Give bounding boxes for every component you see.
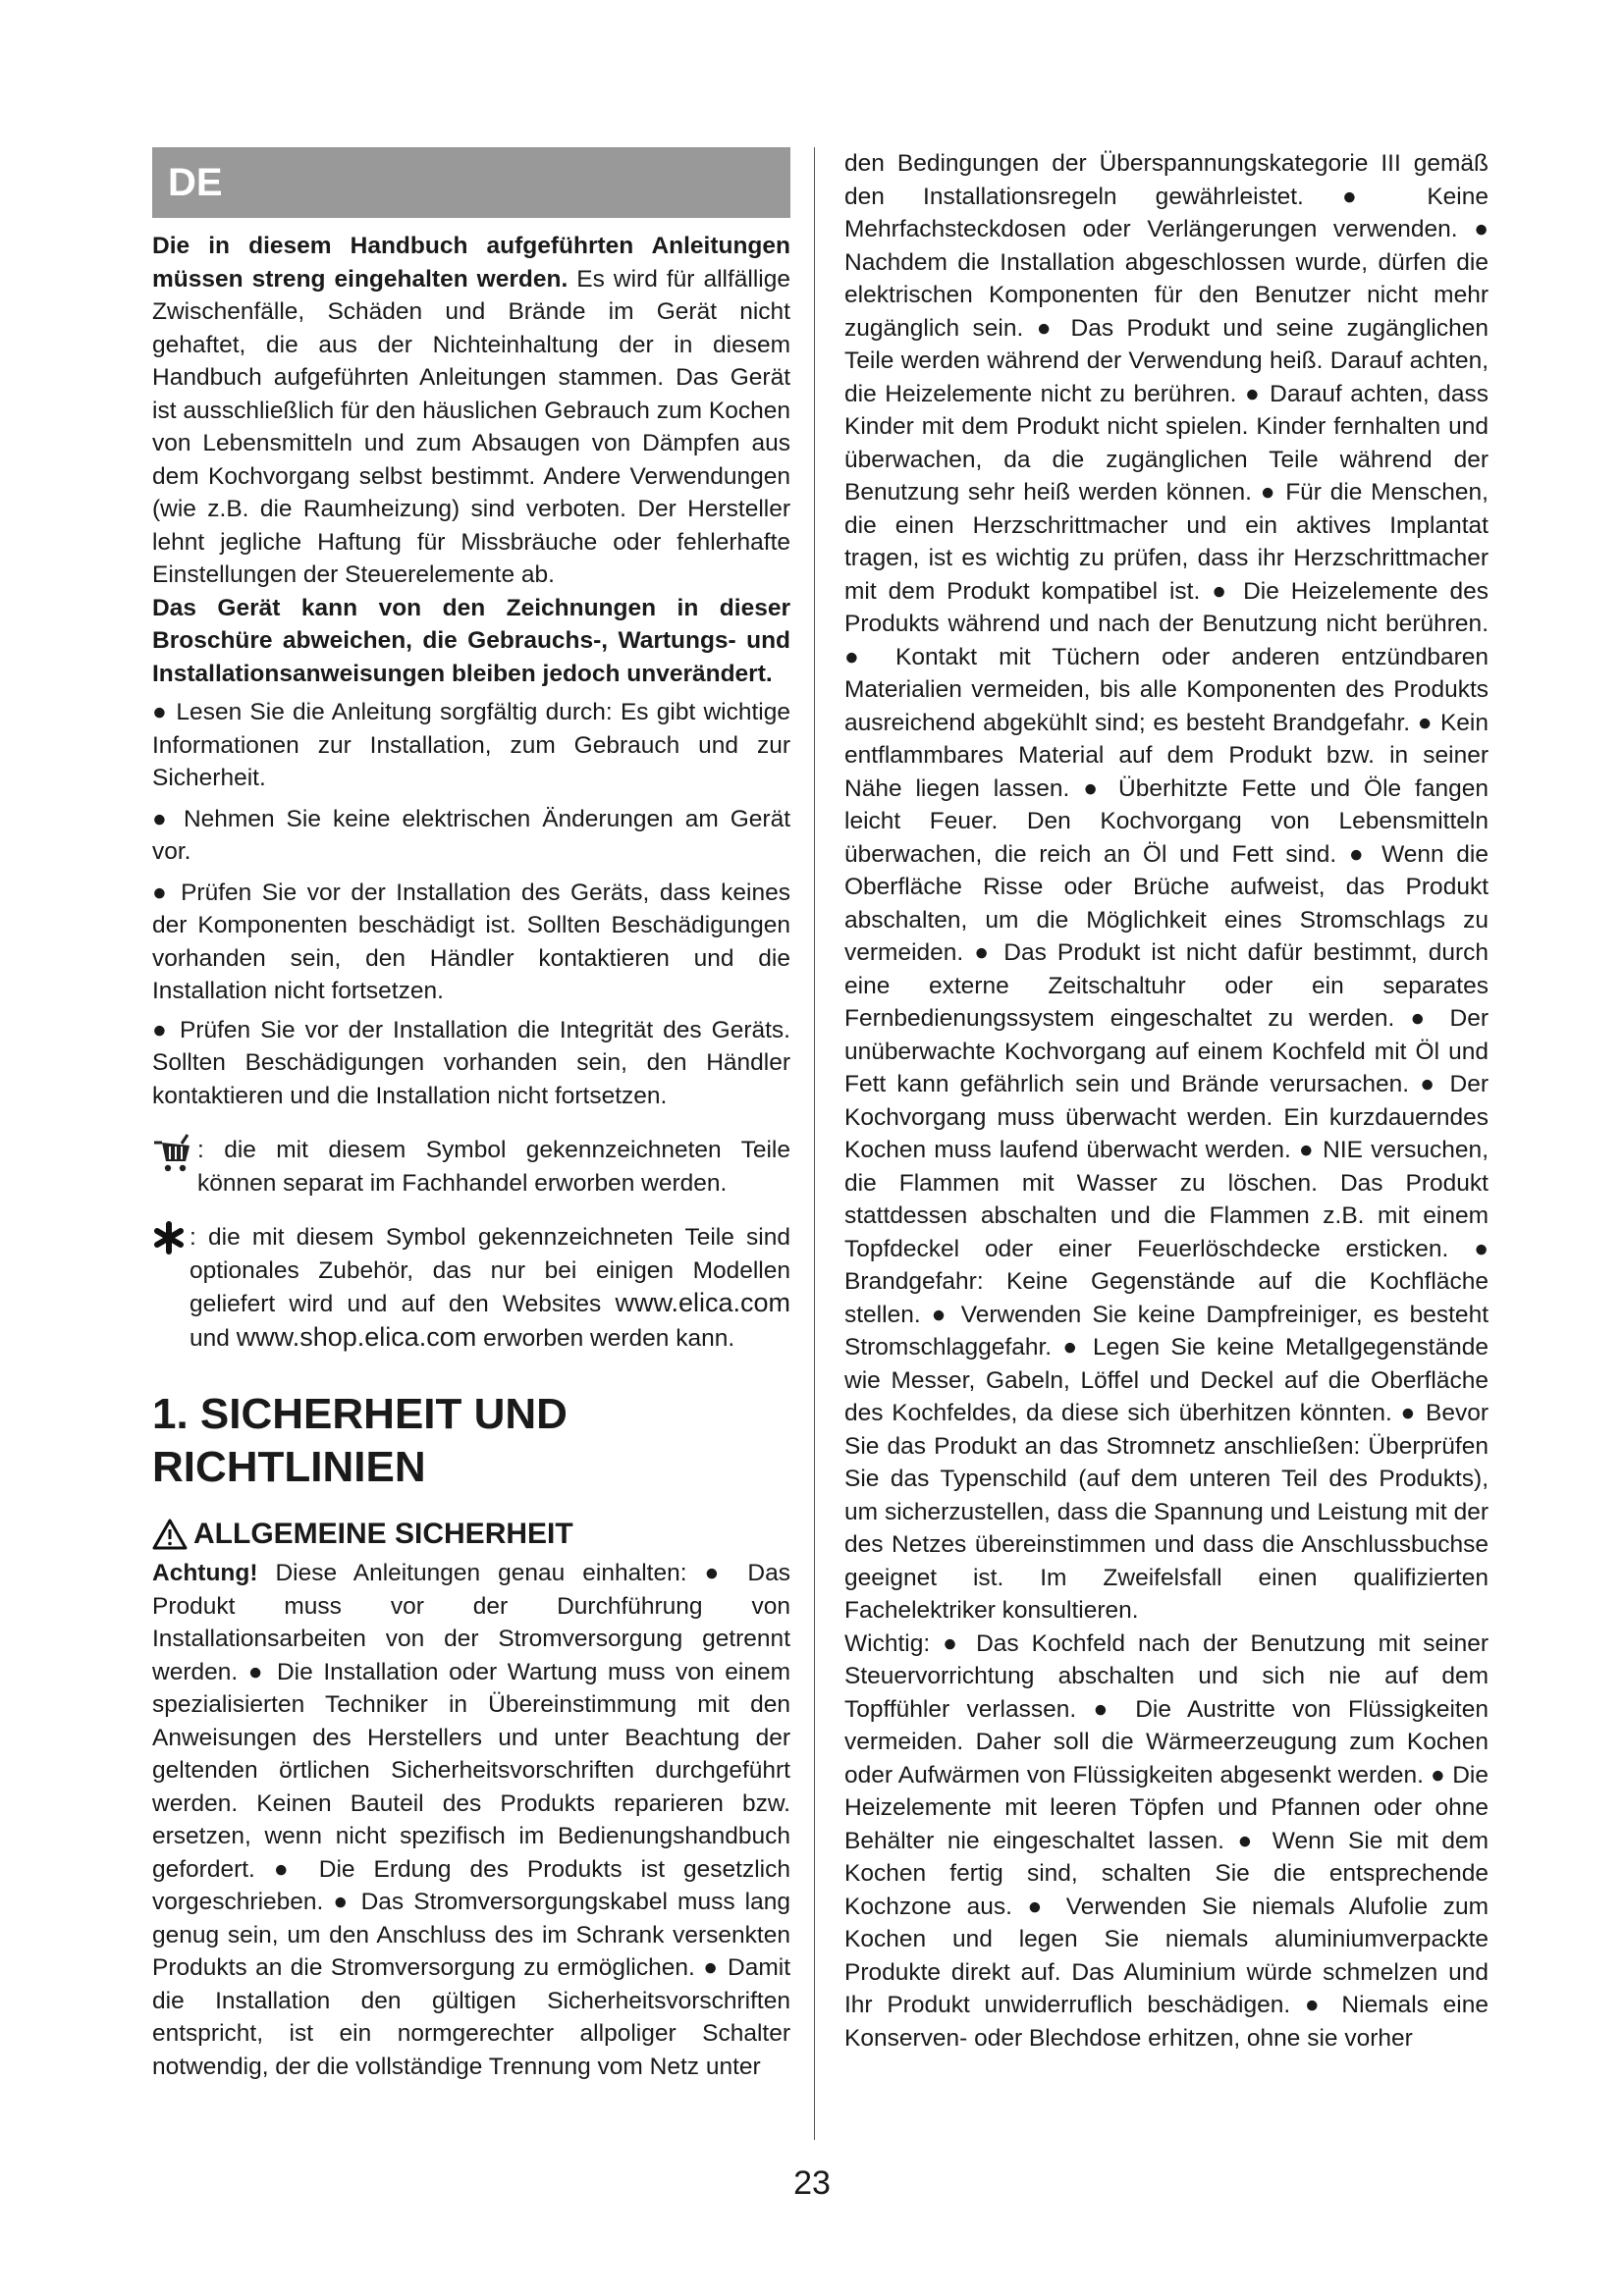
bullet-no-electrical-changes: ● Nehmen Sie keine elektrischen Änderungen am Gerät vor. <box>152 805 790 865</box>
column-divider <box>814 147 815 2140</box>
bullet-check-integrity: ● Prüfen Sie vor der Installation die Integrität des Geräts. Sollten Beschädigungen vorhanden sein, den Händler kontaktieren und die Installation nicht fortsetzen. <box>152 1016 790 1109</box>
cart-symbol-text: : die mit diesem Symbol gekennzeichneten Teile können separat im Fachhandel erworben werden. <box>197 1137 790 1197</box>
star-text-a: : die mit diesem Symbol gekennzeichneten Teile sind optionales Zubehör, das nur bei einigen Modellen geliefert wird und auf den Websites <box>189 1224 790 1317</box>
shopping-cart-icon <box>152 1134 193 1173</box>
star-symbol-note <box>152 1221 790 1355</box>
safety-paragraph: den Bedingungen der Überspannungskategorie III gemäß den Installationsregeln gewährleistet. ● Keine Mehrfachsteckdosen oder Verlängerungen verwenden. ● Nachdem die Installation abgeschlossen wurde, dürfen die elektrischen Komponenten für den Benutzer nicht mehr zugänglich sein. ● Das Produkt und seine zugänglichen Teile werden während der Verwendung heiß. Darauf achten, die Heizelemente nicht zu berühren. ● Darauf achten, dass Kinder mit dem Produkt nicht spielen. Kinder fernhalten und überwachen, da die zugänglichen Teile während der Benutzung sehr heiß werden können. ● Für die Menschen, die einen Herzschrittmacher und ein aktives Implantat tragen, ist es wichtig zu prüfen, dass ihr Herzschrittmacher mit dem Produkt kompatibel ist. ● Die Heizelemente des Produkts während und nach der Benutzung nicht berühren. ● Kontakt mit Tüchern oder anderen entzündbaren Materialien vermeiden, bis alle Komponenten des Produkts ausreichend abgekühlt sind; es besteht Brandgefahr. ● Kein entflammbares Material auf dem Produkt bzw. in seiner Nähe liegen lassen. ● Überhitzte Fette und Öle fangen leicht Feuer. Den Kochvorgang von Lebensmitteln überwachen, die reich an Öl und Fett sind. ● Wenn die Oberfläche Risse oder Brüche aufweist, das Produkt abschalten, um die Möglichkeit eines Stromschlags zu vermeiden. ● Das Produkt ist nicht dafür bestimmt, durch eine externe Zeitschaltuhr oder ein separates Fernbedienungssystem eingeschaltet zu werden. ● Der unüberwachte Kochvorgang auf einem Kochfeld mit Öl und Fett kann gefährlich sein und Brände verursachen. ● Der Kochvorgang muss überwacht werden. Ein kurzdauerndes Kochen muss laufend überwacht werden. ● NIE versuchen, die Flammen mit Wasser zu löschen. Das Produkt stattdessen abschalten und die Flammen z.B. mit einem Topfdeckel oder einer Feuerlöschdecke ersticken. ● Brandgefahr: Keine Gegenstände auf die Kochfläche stellen. ● Verwenden Sie keine Dampfreiniger, es besteht Stromschlaggefahr. ● Legen Sie keine Metallgegenstände wie Messer, Gabeln, Löffel und Deckel auf die Oberfläche des Kochfeldes, da diese sich überhitzen könnten. ● Bevor Sie das Produkt an das Stromnetz anschließen: Überprüfen Sie das Typenschild (auf dem unteren Teil des Produkts), um sicherzustellen, dass die Spannung und Leistung mit der des Netzes übereinstimmen und dass die Anschlussbuchse geeignet ist. Im Zweifelsfall einen qualifizierten Fachelektriker konsultieren. <box>844 150 1489 1624</box>
important-paragraph: Wichtig: ● Das Kochfeld nach der Benutzung mit seiner Steuervorrichtung abschalten und sich nie auf dem Topffühler verlassen. ● Die Austritte von Flüssigkeiten vermeiden. Daher soll die Wärmeerzeugung zum Kochen oder Aufwärmen von Flüssigkeiten abgesenkt werden. ● Die Heizelemente mit leeren Töpfen und Pfannen oder ohne Behälter nie eingeschaltet lassen. ● Wenn Sie mit dem Kochen fertig sind, schalten Sie die entsprechende Kochzone aus. ● Verwenden Sie niemals Alufolie zum Kochen und legen Sie niemals aluminiumverpackte Produkte direkt auf. Das Aluminium würde schmelzen und Ihr Produkt unwiderruflich beschädigen. ● Niemals eine Konserven- oder Blechdose erhitzen, ohne sie vorher <box>844 1629 1489 2052</box>
achtung-text: Diese Anleitungen genau einhalten: ● Das Produkt muss vor der Durchführung von Installationsarbeiten von der Stromversorgung getrennt werden. ● Die Installation oder Wartung muss von einem spezialisierten Techniker in Übereinstimmung mit den Anweisungen des Herstellers und unter Beachtung der geltenden örtlichen Sicherheitsvorschriften durchgeführt werden. Keinen Bauteil des Produkts reparieren bzw. ersetzen, wenn nicht spezifisch im Bedienungshandbuch gefordert. ● Die Erdung des Produkts ist gesetzlich vorgeschrieben. ● Das Stromversorgungskabel muss lang genug sein, um den Anschluss des im Schrank versenkten Produkts an die Stromversorgung zu ermöglichen. ● Damit die Installation den gültigen Sicherheitsvorschriften entspricht, ist ein normgerechter allpoliger Schalter notwendig, der die vollständige Trennung vom Netz unter <box>152 1560 790 2080</box>
drawings-note: Das Gerät kann von den Zeichnungen in dieser Broschüre abweichen, die Gebrauchs-, Wartungs- und Installationsanweisungen bleiben jedoch unverändert. <box>152 594 790 687</box>
url-shop-elica: www.shop.elica.com <box>236 1321 477 1352</box>
bullet-check-components: ● Prüfen Sie vor der Installation des Geräts, dass keines der Komponenten beschädigt ist. Sollten Beschädigungen vorhanden sein, den Händler kontaktieren und die Installation nicht fortsetzen. <box>152 879 790 1004</box>
star-text-b: und <box>189 1324 237 1352</box>
star-text-c: erworben werden kann. <box>476 1324 735 1352</box>
achtung-paragraph <box>152 1557 790 2083</box>
bullet-read-manual: ● Lesen Sie die Anleitung sorgfältig durch: Es gibt wichtige Informationen zur Installation, zum Gebrauch und zur Sicherheit. <box>152 699 790 791</box>
subsection-title: ALLGEMEINE SICHERHEIT <box>193 1518 573 1550</box>
page-number: 23 <box>793 2164 831 2202</box>
url-elica: www.elica.com <box>615 1288 790 1317</box>
section-title: 1. SICHERHEIT UND RICHTLINIEN <box>152 1390 568 1491</box>
subsection-heading <box>152 1514 790 1555</box>
asterisk-icon <box>152 1221 186 1255</box>
left-column <box>152 147 790 2083</box>
cart-symbol-note <box>152 1134 790 1200</box>
intro-bold: Die in diesem Handbuch aufgeführten Anleitungen müssen streng eingehalten werden. <box>152 233 790 293</box>
right-column <box>844 147 1489 2055</box>
star-symbol-text <box>189 1221 790 1355</box>
intro-paragraph <box>152 230 790 592</box>
warning-triangle-icon <box>152 1519 188 1550</box>
language-tab: DE <box>152 147 790 218</box>
intro-text: Es wird für allfällige Zwischenfälle, Schäden und Brände im Gerät nicht gehaftet, die aus der Nichteinhaltung der in diesem Handbuch aufgeführten Anleitungen stammen. Das Gerät ist ausschließlich für den häuslichen Gebrauch zum Kochen von Lebensmitteln und zum Absaugen von Dämpfen aus dem Kochvorgang selbst bestimmt. Andere Verwendungen (wie z.B. die Raumheizung) sind verboten. Der Hersteller lehnt jegliche Haftung für Missbräuche oder fehlerhafte Einstellungen der Steuerelemente ab. <box>152 265 790 588</box>
achtung-label: Achtung! <box>152 1560 258 1586</box>
